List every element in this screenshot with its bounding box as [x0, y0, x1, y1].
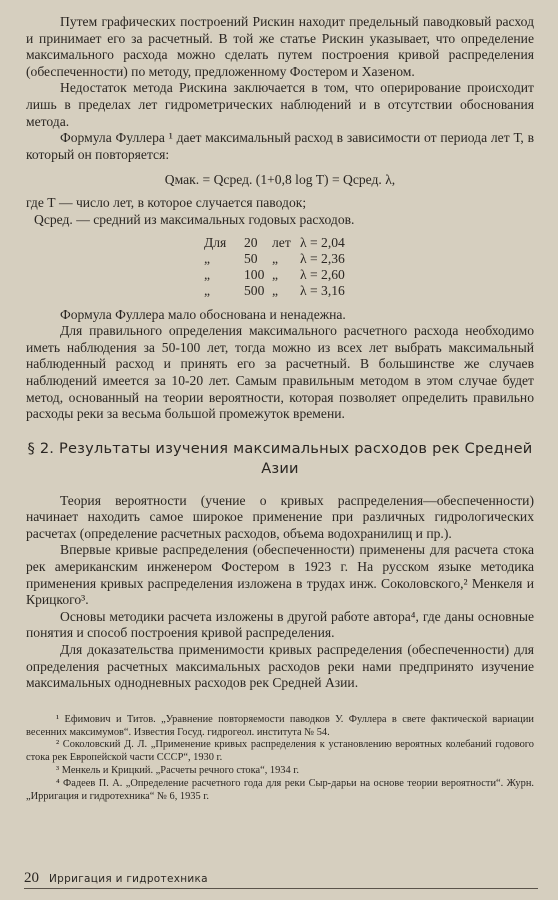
row-unit: „: [272, 266, 279, 282]
footnote: ¹ Ефимович и Титов. „Уравнение повторяемости паводков У. Фуллера в свете фактической вариации весенних максимумов“. Известия Госуд. гидрогеол. института № 54.: [26, 713, 534, 738]
row-label: „: [204, 266, 211, 282]
row-years: 20: [244, 234, 258, 250]
page-footer: [24, 870, 208, 887]
paragraph: Формула Фуллера мало обоснована и ненадежна.: [60, 306, 346, 322]
row-label: „: [204, 250, 211, 266]
running-head: Ирригация и гидротехника: [49, 873, 208, 885]
row-unit: лет: [272, 234, 291, 250]
footer-rule: [24, 888, 538, 889]
paragraph: Для доказательства применимости кривых распределения (обеспеченности) для определения расчетных максимальных расходов реки нами предпринято изучение максимальных однодневных расходов рек Средней Азии.: [26, 642, 534, 691]
paragraph: Путем графических построений Рискин находит предельный паводковый расход и принимает его за расчетный. В той же статье Рискин указывает, что определение максимального расхода можно сделать путем построения кривой распределения (обеспеченности) по методу, предложенному Фостером и Хазеном.: [26, 14, 534, 79]
paragraph: Для правильного определения максимального расчетного расхода необходимо иметь наблюдения за 50-100 лет, тогда можно из всех лет выбрать максимальный наблюденный расход и принять его за расчетный. В большинстве же случаев наблюдений имеется за 10-20 лет. Самым правильным методом в этом случае будет метод, основанный на теории вероятности, которая позволяет определить правильно расходы реки за весьма большой промежуток времени.: [26, 323, 534, 422]
fuller-formula: Qмак. = Qсред. (1+0,8 log T) = Qсред. λ,: [164, 172, 396, 188]
table-row: [204, 251, 534, 267]
page-number: 20: [24, 870, 39, 886]
paragraph: Основы методики расчета изложены в другой работе автора⁴, где даны основные понятия и способ построения кривой распределения.: [26, 608, 534, 641]
paragraph: Впервые кривые распределения (обеспеченности) применены для расчета стока рек американским инженером Фостером в 1923 г. На русском языке методика применения кривых распределения изложена в трудах инж. Соколовского,² Менкеля и Крицкого³.: [26, 542, 534, 608]
footnote: ² Соколовский Д. Л. „Применение кривых распределения к установлению вероятных колебаний годового стока рек Европейской части СССР“, 1930 г.: [26, 739, 534, 764]
row-label: „: [204, 282, 211, 298]
row-years: 50: [244, 250, 258, 266]
row-value: λ = 2,04: [300, 234, 345, 250]
row-value: λ = 2,60: [300, 266, 345, 282]
table-row: [204, 235, 534, 251]
table-row: [204, 267, 534, 283]
footnote: ⁴ Фадеев П. А. „Определение расчетного года для реки Сыр-дарьи на основе теории вероятности“. Журн. „Ирригация и гидротехника“ № 6, 1935 г.: [26, 777, 534, 802]
where-line: где Т — число лет, в которое случается паводок;: [26, 195, 307, 211]
paragraph: Недостаток метода Рискина заключается в том, что оперирование происходит лишь в пределах лет гидрометрических наблюдений и в отсутствии обоснования метода.: [26, 80, 534, 129]
where-line: Qсред. — средний из максимальных годовых расходов.: [34, 211, 355, 227]
row-label: Для: [204, 234, 227, 250]
paragraph: Теория вероятности (учение о кривых распределения—обеспеченности) начинает находить самое широкое применение при различных гидрологических расчетах (определение расчетных расходов, объема водохранилищ и пр.).: [26, 492, 534, 541]
section-heading: § 2. Результаты изучения максимальных расходов рек Средней Азии: [27, 439, 533, 477]
row-unit: „: [272, 250, 279, 266]
row-years: 500: [244, 282, 265, 298]
row-value: λ = 2,36: [300, 250, 345, 266]
footnote: ³ Менкель и Крицкий. „Расчеты речного стока“, 1934 г.: [56, 765, 299, 776]
row-years: 100: [244, 266, 265, 282]
row-value: λ = 3,16: [300, 282, 345, 298]
table-row: [204, 283, 534, 299]
row-unit: „: [272, 282, 279, 298]
paragraph: Формула Фуллера ¹ дает максимальный расход в зависимости от периода лет Т, в который он повторяется:: [26, 130, 534, 162]
lambda-table: [204, 235, 534, 299]
